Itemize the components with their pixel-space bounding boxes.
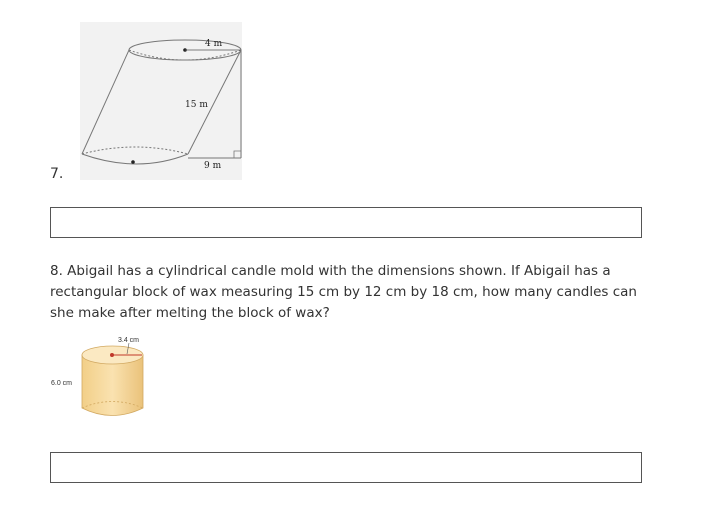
offset-label: 9 m bbox=[204, 161, 222, 171]
oblique-cylinder-figure bbox=[80, 22, 242, 180]
bottom-center-point bbox=[131, 160, 135, 164]
radius-label: 4 m bbox=[205, 39, 223, 49]
slant-label: 15 m bbox=[185, 100, 208, 110]
answer-box-question-8[interactable] bbox=[50, 452, 642, 483]
question-8-text: 8. Abigail has a cylindrical candle mold with the dimensions shown. If Abigail has a rectangular block of wax measuring 15 cm by 12 cm by 18 cm, how many candles can she make after melting the block of wax? bbox=[50, 263, 637, 321]
right-angle-mark bbox=[234, 151, 241, 158]
candle-radius-label: 3.4 cm bbox=[118, 337, 140, 344]
left-slant-side bbox=[82, 50, 129, 154]
candle-height-label: 6.0 cm bbox=[51, 380, 73, 387]
answer-box-question-7[interactable] bbox=[50, 207, 642, 238]
candle-cylinder-figure bbox=[48, 333, 163, 423]
bottom-base-back bbox=[82, 147, 188, 154]
candle-center-point bbox=[110, 353, 114, 357]
bottom-base-front bbox=[82, 154, 188, 164]
question-7-number: 7. bbox=[50, 166, 64, 182]
